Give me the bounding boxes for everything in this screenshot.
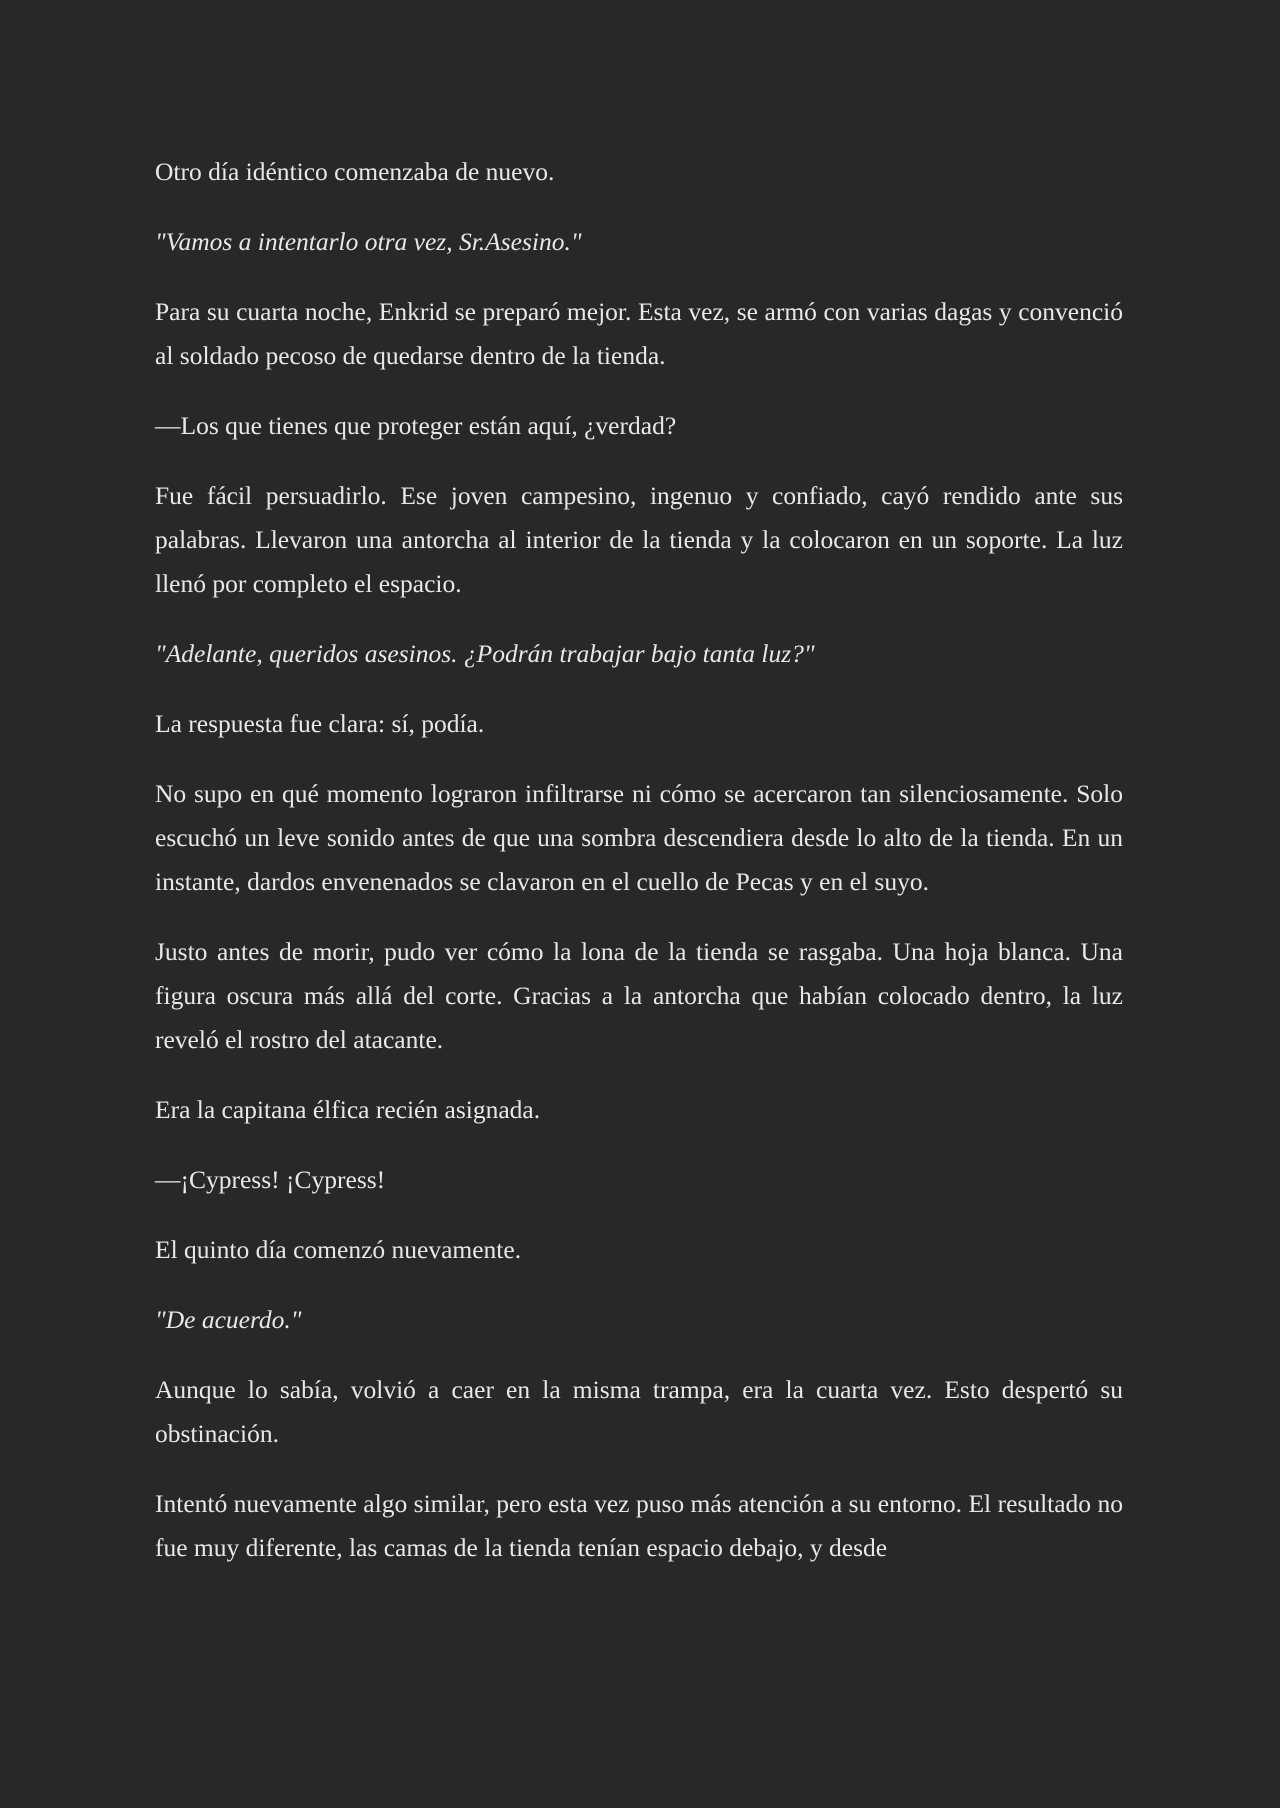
paragraph-9: Justo antes de morir, pudo ver cómo la lona de la tienda se rasgaba. Una hoja blanca. Una figura oscura más allá del corte. Gracias a la antorcha que habían colocado dentro, la luz reveló el rostro del atacante. [155,937,1123,1054]
paragraph-11-dialogue: —¡Cypress! ¡Cypress! [155,1165,386,1194]
paragraph-6-thought: "Adelante, queridos asesinos. ¿Podrán trabajar bajo tanta luz?" [155,639,815,668]
paragraph-1: Otro día idéntico comenzaba de nuevo. [155,157,555,186]
paragraph-4-dialogue: —Los que tienes que proteger están aquí, ¿verdad? [155,411,677,440]
paragraph-10: Era la capitana élfica recién asignada. [155,1095,541,1124]
paragraph-12: El quinto día comenzó nuevamente. [155,1235,522,1264]
paragraph-13-thought: "De acuerdo." [155,1305,302,1334]
paragraph-14: Aunque lo sabía, volvió a caer en la misma trampa, era la cuarta vez. Esto despertó su obstinación. [155,1375,1123,1448]
paragraph-5: Fue fácil persuadirlo. Ese joven campesino, ingenuo y confiado, cayó rendido ante sus palabras. Llevaron una antorcha al interior de la tienda y la colocaron en un soporte. La luz llenó por completo el espacio. [155,481,1123,598]
paragraph-15: Intentó nuevamente algo similar, pero esta vez puso más atención a su entorno. El resultado no fue muy diferente, las camas de la tienda tenían espacio debajo, y desde [155,1489,1123,1562]
paragraph-2-thought: "Vamos a intentarlo otra vez, Sr.Asesino." [155,227,582,256]
paragraph-3: Para su cuarta noche, Enkrid se preparó mejor. Esta vez, se armó con varias dagas y convenció al soldado pecoso de quedarse dentro de la tienda. [155,297,1123,370]
paragraph-8: No supo en qué momento lograron infiltrarse ni cómo se acercaron tan silenciosamente. Solo escuchó un leve sonido antes de que una sombra descendiera desde lo alto de la tienda. En un instante, dardos envenenados se clavaron en el cuello de Pecas y en el suyo. [155,779,1123,896]
reader-page [155,150,1123,1596]
paragraph-7: La respuesta fue clara: sí, podía. [155,709,485,738]
